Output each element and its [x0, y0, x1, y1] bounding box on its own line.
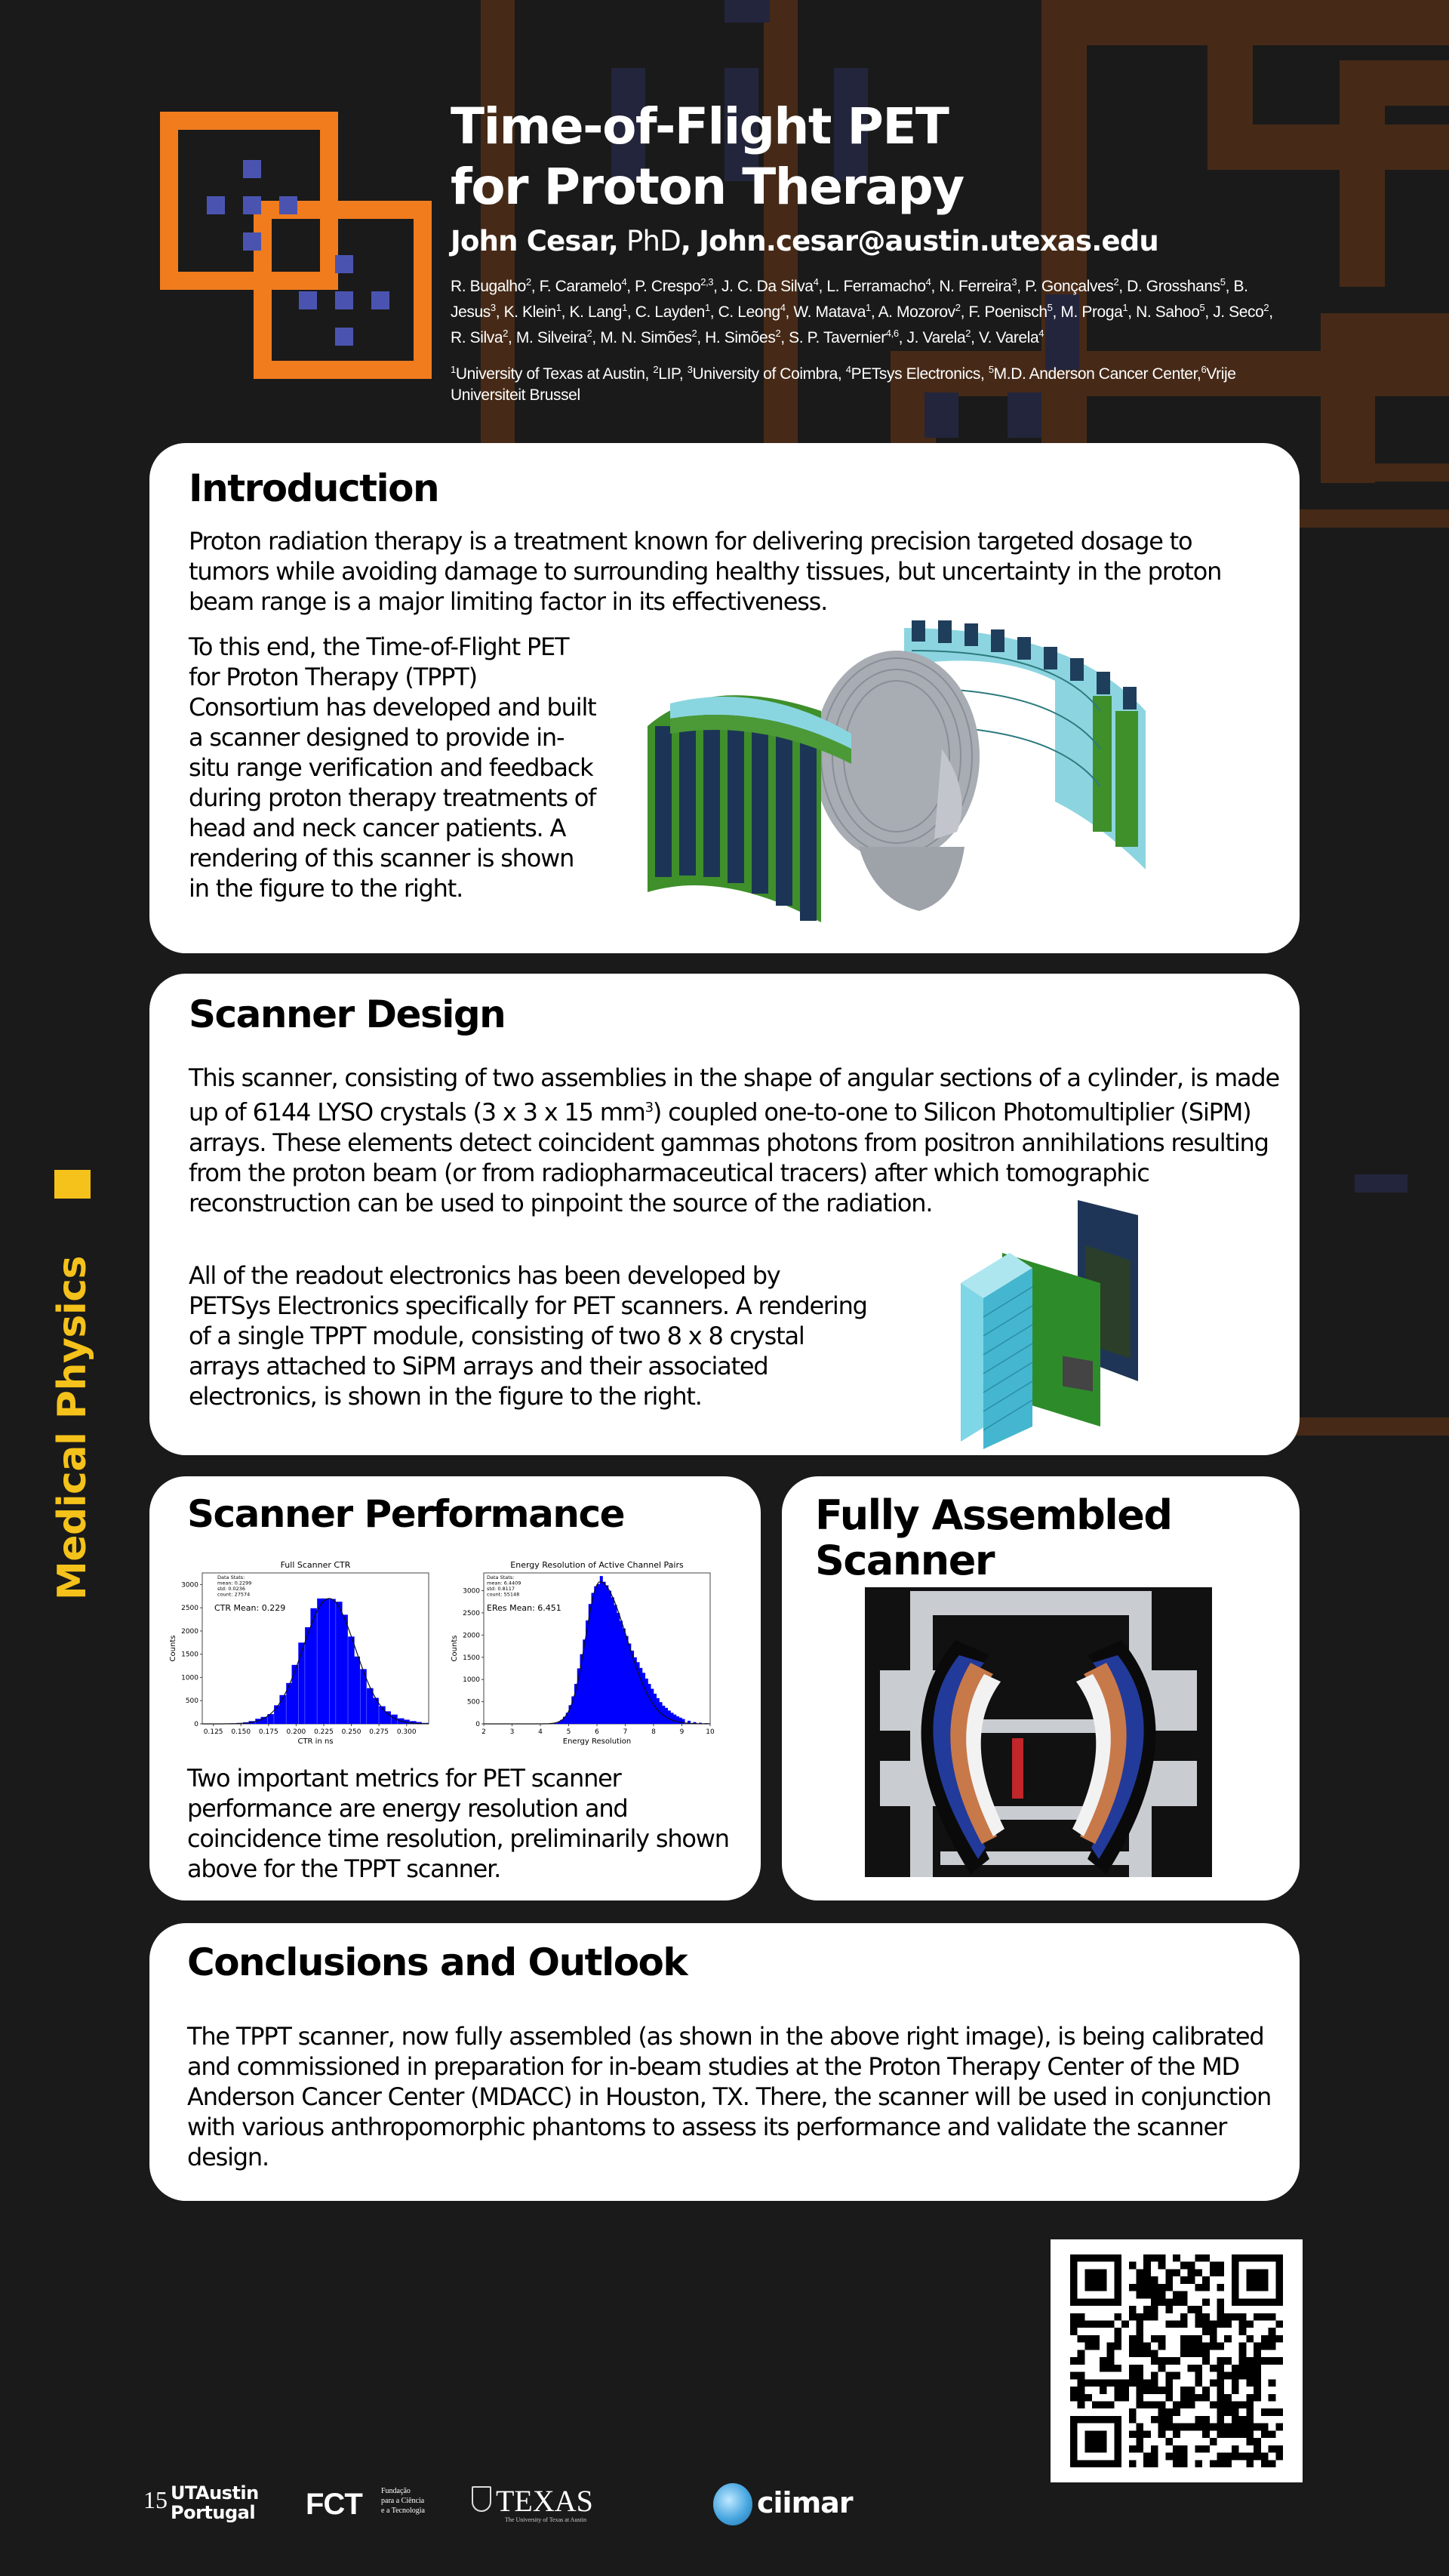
consortium-logo	[160, 112, 441, 382]
logo-text	[171, 2483, 259, 2522]
svg-text:Energy Resolution of Active Ch: Energy Resolution of Active Channel Pairs	[510, 1560, 684, 1570]
svg-text:Data Stats:: Data Stats:	[217, 1574, 245, 1580]
coauthor: C. Leong$^4$,	[718, 302, 794, 321]
ctr-histogram	[166, 1558, 453, 1747]
svg-text:Data Stats:: Data Stats:	[487, 1574, 515, 1580]
coauthor: B. Jesus$^3$,	[451, 278, 1248, 321]
svg-text:ERes Mean: 6.451: ERes Mean: 6.451	[487, 1603, 561, 1613]
svg-text:4: 4	[538, 1728, 543, 1736]
logo-text: TEXAS	[496, 2484, 593, 2518]
section-title: Scanner Performance	[187, 1492, 625, 1536]
svg-text:2: 2	[481, 1728, 486, 1736]
coauthor: S. P. Tavernier$^{4,6}$,	[789, 328, 907, 346]
section-title: Scanner Design	[189, 993, 506, 1036]
svg-text:0.225: 0.225	[314, 1728, 334, 1736]
assembled-scanner-section	[782, 1476, 1300, 1900]
scanner-design-section	[149, 974, 1300, 1455]
svg-text:CTR Mean: 0.229: CTR Mean: 0.229	[214, 1603, 286, 1613]
coauthor: L. Ferramacho$^4$,	[826, 276, 940, 295]
coauthor: M. Silveira$^2$,	[515, 328, 601, 346]
svg-text:1500: 1500	[463, 1654, 480, 1662]
author-separator: ,	[680, 225, 691, 257]
svg-text:0.250: 0.250	[341, 1728, 361, 1736]
svg-text:CTR in ns: CTR in ns	[297, 1737, 334, 1746]
author-name: John Cesar,	[451, 225, 619, 257]
svg-text:0.125: 0.125	[203, 1728, 223, 1736]
coauthor: H. Simões$^2$,	[705, 328, 789, 346]
affiliation-list	[451, 359, 1288, 406]
energy-resolution-histogram	[448, 1558, 734, 1747]
affiliation: $^5$M.D. Anderson Cancer Center,	[988, 364, 1201, 383]
svg-text:Full Scanner CTR: Full Scanner CTR	[280, 1560, 351, 1570]
coauthor: K. Lang$^1$,	[569, 302, 635, 321]
svg-text:0: 0	[475, 1721, 480, 1728]
coauthor: F. Poenisch$^5$,	[968, 302, 1061, 321]
logo-subtext-line: para a Ciência	[381, 2497, 425, 2505]
section-title: Introduction	[189, 466, 439, 510]
qr-code[interactable]	[1051, 2239, 1303, 2482]
svg-text:1500: 1500	[181, 1651, 198, 1659]
performance-paragraph: Two important metrics for PET scanner performance are energy resolution and coincidence time resolution, preliminarily shown above for the TPPT scanner.	[187, 1764, 729, 1883]
coauthor: M. Proga$^1$,	[1060, 302, 1137, 321]
affiliation: $^1$University of Texas at Austin,	[451, 364, 654, 383]
logo-text: FCT	[306, 2488, 362, 2521]
title-line-2: for Proton Therapy	[451, 158, 964, 216]
logo-subtext-line: e a Tecnologia	[381, 2507, 425, 2515]
svg-text:count: 27574: count: 27574	[217, 1591, 251, 1598]
svg-text:2500: 2500	[181, 1605, 198, 1613]
intro-paragraph-1: Proton radiation therapy is a treatment known for delivering precision targeted dosage to tumors while avoiding damage to surrounding healthy tissues, but uncertainty in the proton beam range is a major limiting factor in its effectiveness.	[189, 527, 1222, 616]
svg-text:std: 0.0236: std: 0.0236	[217, 1586, 246, 1592]
superscript: 3	[645, 1100, 653, 1116]
svg-text:6: 6	[595, 1728, 599, 1736]
svg-text:10: 10	[706, 1728, 715, 1736]
svg-text:3: 3	[509, 1728, 515, 1736]
coauthor: F. Caramelo$^4$,	[539, 276, 635, 295]
coauthor: V. Varela$^4$	[978, 328, 1044, 346]
svg-text:Counts: Counts	[169, 1635, 177, 1662]
coauthor: J. Seco$^2$,	[1213, 302, 1273, 321]
coauthor: R. Silva$^2$,	[451, 328, 516, 346]
affiliation: $^6$Vrije Universiteit Brussel	[451, 364, 1236, 404]
coauthor: J. Varela$^2$,	[906, 328, 979, 346]
section-title: Conclusions and Outlook	[187, 1940, 688, 1984]
title-line-1: Time-of-Flight PET	[451, 97, 949, 155]
svg-text:mean: 6.4409: mean: 6.4409	[487, 1580, 521, 1587]
svg-text:count: 55148: count: 55148	[487, 1591, 520, 1598]
svg-text:Energy Resolution: Energy Resolution	[562, 1737, 632, 1746]
svg-text:2500: 2500	[463, 1609, 480, 1617]
coauthor: P. Crespo$^{2,3}$,	[635, 276, 721, 295]
svg-text:0.175: 0.175	[258, 1728, 278, 1736]
svg-text:0.150: 0.150	[231, 1728, 251, 1736]
coauthor: A. Mozorov$^2$,	[878, 302, 969, 321]
logo-subtext	[381, 2486, 425, 2516]
svg-text:0.200: 0.200	[286, 1728, 306, 1736]
svg-text:1000: 1000	[181, 1674, 198, 1682]
presenting-author	[451, 223, 1288, 260]
shield-icon	[472, 2486, 491, 2512]
logo-subtext-line: Fundação	[381, 2487, 411, 2495]
design-paragraph-2: All of the readout electronics has been developed by PETSys Electronics specifically for PET scanners. A rendering of a single TPPT module, consisting of two 8 x 8 crystal arrays attached to SiPM arrays and their associated electronics, is shown in the figure to the right.	[189, 1261, 867, 1411]
design-paragraph-1	[189, 1063, 1283, 1218]
coauthor: P. Gonçalves$^2$,	[1025, 276, 1128, 295]
svg-text:3000: 3000	[181, 1581, 198, 1590]
design-p1-text: This scanner, consisting of two assemblies in the shape of angular sections of a cylinder, is made up of 6144 LYSO crystals (3 x 3 x 15 mm	[189, 1063, 1279, 1127]
affiliation: $^3$University of Coimbra,	[687, 364, 846, 383]
coauthor: J. C. Da Silva$^4$,	[721, 276, 827, 295]
svg-text:5: 5	[566, 1728, 571, 1736]
logo-line-1: UTAustin	[171, 2482, 259, 2504]
svg-text:std: 0.8117: std: 0.8117	[487, 1586, 515, 1592]
ciimar-orb-icon	[713, 2483, 752, 2525]
svg-text:1000: 1000	[463, 1676, 480, 1685]
coauthor: N. Sahoo$^5$,	[1136, 302, 1214, 321]
section-title: Fully Assembled Scanner	[815, 1491, 1172, 1584]
scanner-performance-section	[149, 1476, 761, 1900]
coauthor: K. Klein$^1$,	[503, 302, 570, 321]
author-degree: PhD	[626, 225, 681, 257]
logo-text: ciimar	[757, 2486, 853, 2519]
logo-subtext: The University of Texas at Austin	[505, 2516, 586, 2523]
design-p1-text-cont: ) coupled one-to-one to Silicon Photomultiplier (SiPM) arrays. These elements detect coincident gammas photons from positron annihilations resulting from the proton beam (or from radiopharmaceutical tracers) after which tomographic reconstruction can be used to pinpoint the source of the radiation.	[189, 1097, 1269, 1217]
coauthor-list	[451, 272, 1288, 349]
side-accent-block	[54, 1170, 91, 1199]
svg-text:500: 500	[185, 1697, 198, 1706]
coauthor: W. Matava$^1$,	[793, 302, 878, 321]
conclusions-section	[149, 1923, 1300, 2201]
affiliation: $^2$LIP,	[653, 364, 688, 383]
svg-text:2000: 2000	[463, 1632, 480, 1640]
coauthor: N. Ferreira$^3$,	[939, 276, 1026, 295]
poster-title	[451, 97, 1288, 217]
coauthor: R. Bugalho$^2$,	[451, 276, 540, 295]
introduction-section	[149, 443, 1300, 953]
author-email[interactable]: John.cesar@austin.utexas.edu	[699, 225, 1158, 257]
svg-text:0.275: 0.275	[369, 1728, 389, 1736]
svg-text:9: 9	[679, 1728, 685, 1736]
svg-text:3000: 3000	[463, 1587, 480, 1596]
affiliation: $^4$PETsys Electronics,	[845, 364, 989, 383]
svg-text:mean: 0.2299: mean: 0.2299	[217, 1580, 252, 1587]
svg-text:7: 7	[623, 1728, 628, 1736]
coauthor: M. N. Simões$^2$,	[600, 328, 706, 346]
svg-text:0: 0	[194, 1721, 198, 1728]
svg-text:0.300: 0.300	[396, 1728, 417, 1736]
svg-text:2000: 2000	[181, 1627, 198, 1636]
scanner-head-rendering	[648, 620, 1176, 937]
coauthor: D. Grosshans$^5$,	[1127, 276, 1234, 295]
conclusions-paragraph: The TPPT scanner, now fully assembled (as shown in the above right image), is being calibrated and commissioned in preparation for in-beam studies at the Proton Therapy Center of the MD Anderson Cancer Center (MDACC) in Houston, TX. There, the scanner will be used in conjunction with various anthropomorphic phantoms to assess its performance and validate the scanner design.	[187, 2022, 1272, 2171]
tppt-module-rendering	[949, 1200, 1161, 1449]
side-category-label: Medical Physics	[50, 1256, 95, 1600]
coauthor: C. Layden$^1$,	[635, 302, 718, 321]
svg-text:500: 500	[466, 1698, 480, 1707]
logo-line-2: Portugal	[171, 2502, 256, 2523]
intro-paragraph-2: To this end, the Time-of-Flight PET for Proton Therapy (TPPT) Consortium has developed and built a scanner designed to provide in-situ range verification and feedback during proton therapy treatments of head and neck cancer patients. A rendering of this scanner is shown in the figure to the right.	[189, 632, 596, 903]
svg-text:Counts: Counts	[451, 1635, 459, 1662]
logo-year-mark: 15	[143, 2486, 168, 2513]
svg-text:8: 8	[651, 1728, 656, 1736]
assembled-scanner-photo	[865, 1587, 1212, 1877]
poster-header	[451, 97, 1288, 406]
